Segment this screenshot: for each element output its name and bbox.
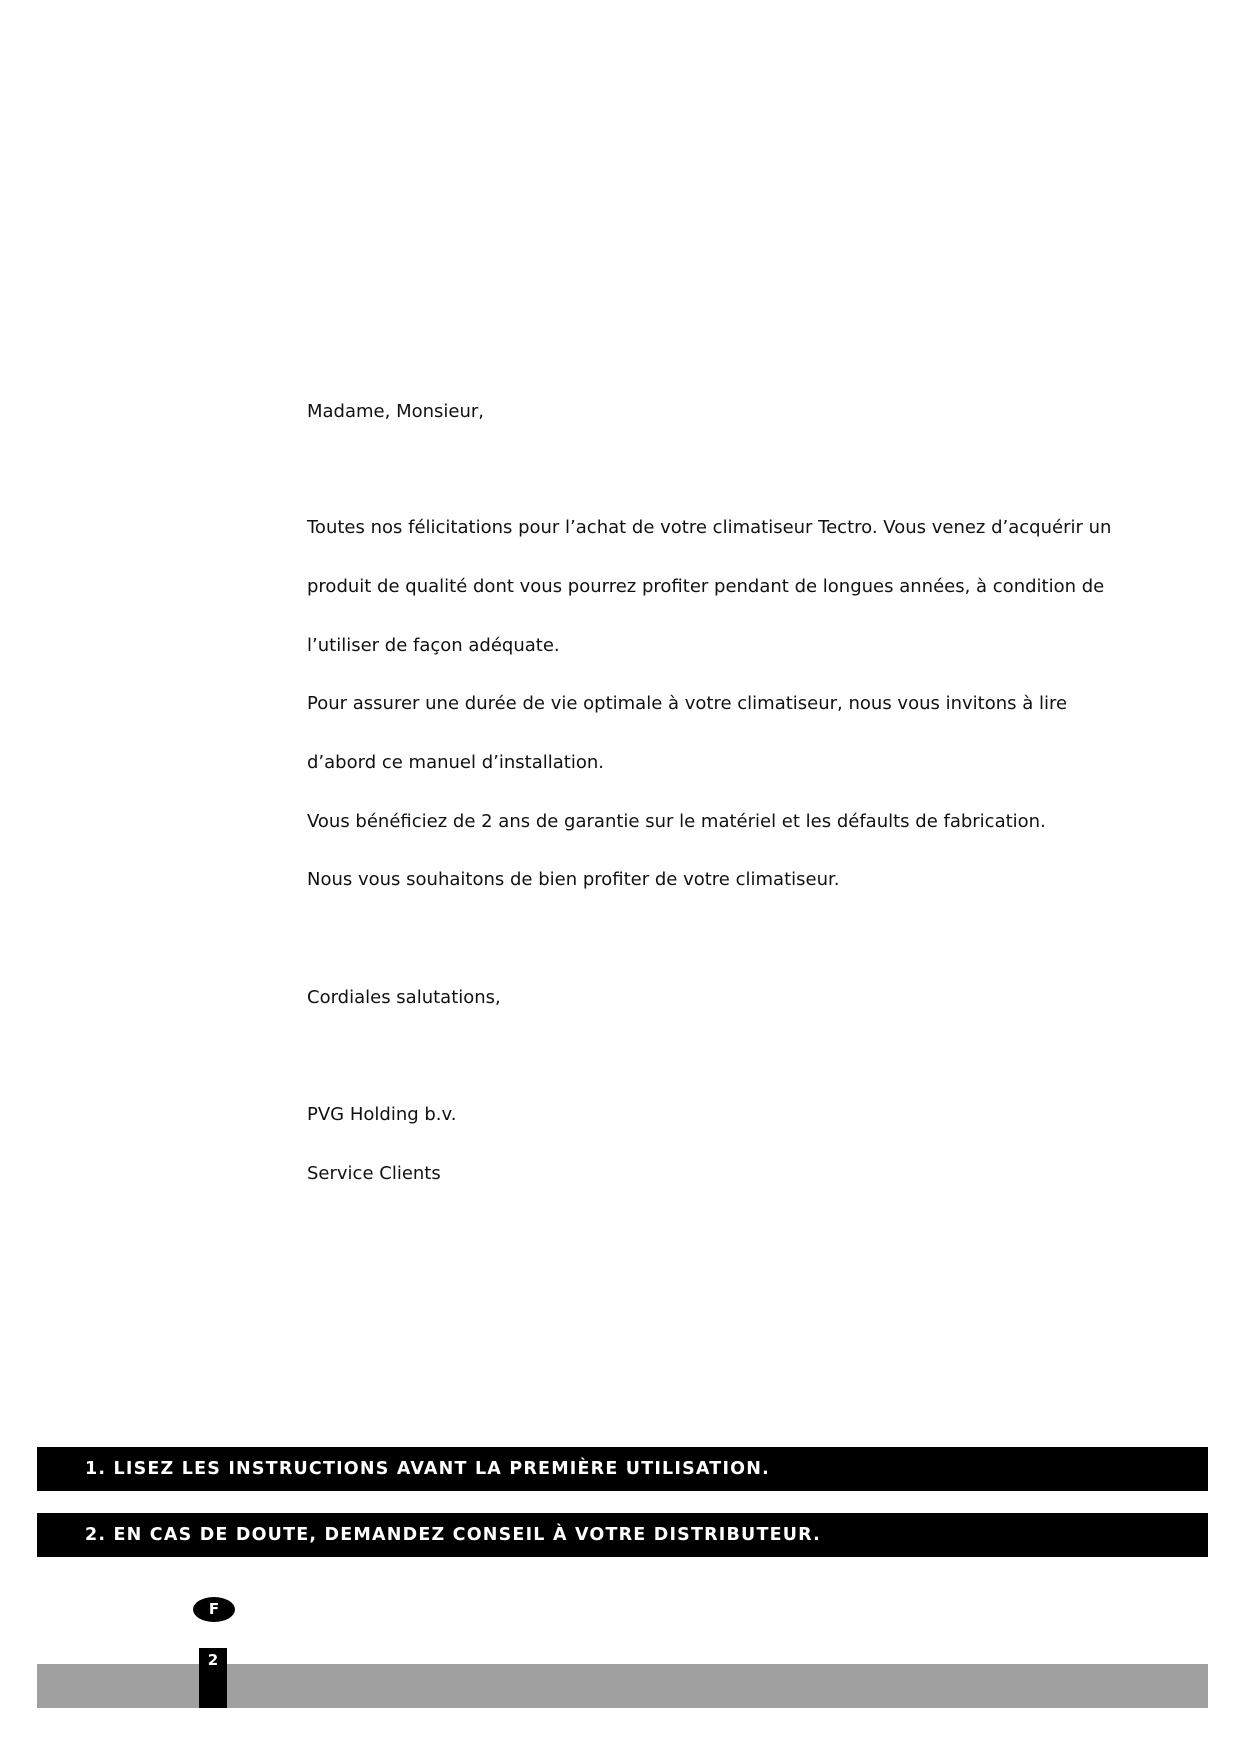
notice-bar-read-instructions: 1. LISEZ LES INSTRUCTIONS AVANT LA PREMIÈRE UTILISATION. [37,1447,1208,1491]
letter-paragraph-line: Nous vous souhaitons de bien profiter de votre climatiseur. [307,869,840,890]
letter-paragraph-line: Pour assurer une durée de vie optimale à votre climatiseur, nous vous invitons à lire [307,693,1068,714]
letter-closing: Cordiales salutations, [307,987,501,1008]
language-badge: F [193,1597,235,1622]
letter-paragraph-line: d’abord ce manuel d’installation. [307,752,604,773]
notice-bar-ask-distributor: 2. EN CAS DE DOUTE, DEMANDEZ CONSEIL À VOTRE DISTRIBUTEUR. [37,1513,1208,1557]
letter-paragraph-line: l’utiliser de façon adéquate. [307,635,560,656]
letter-department: Service Clients [307,1163,441,1184]
letter-salutation: Madame, Monsieur, [307,401,485,422]
letter-paragraph-line: produit de qualité dont vous pourrez profiter pendant de longues années, à condition de [307,576,1105,597]
letter-paragraph-line: Toutes nos félicitations pour l’achat de votre climatiseur Tectro. Vous venez d’acquérir un [307,517,1112,538]
letter-company: PVG Holding b.v. [307,1104,457,1125]
page-number-tab: 2 [199,1648,227,1708]
letter-paragraph-line: Vous bénéficiez de 2 ans de garantie sur le matériel et les défaults de fabrication. [307,811,1046,832]
